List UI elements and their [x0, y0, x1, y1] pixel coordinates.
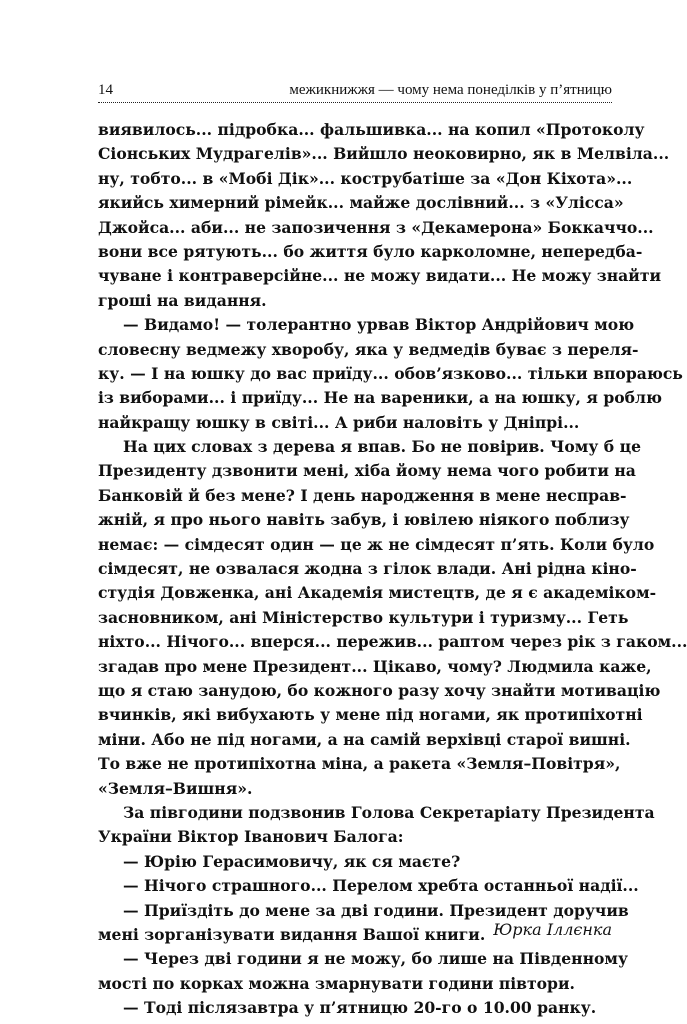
body-text [98, 118, 687, 1020]
text-line: вчинків, які вибухають у мене під ногами, як протипіхотні [98, 705, 643, 725]
running-title: межикнижжя — чому нема понеділків у п’ятницю [289, 82, 612, 98]
text-line: немає: — сімдесят один — це ж не сімдесят п’ять. Коли було [98, 534, 655, 554]
text-line: Джойса... аби... не запозичення з «Декамерона» Боккаччо... [98, 217, 654, 237]
text-line: ку. — І на юшку до вас приїду... обов’язково... тільки впораюсь [98, 363, 683, 383]
text-line: чуване і контраверсійне... не можу видати... Не можу знайти [98, 266, 662, 286]
text-line: міни. Або не під ногами, а на самій верхівці старої вишні. [98, 729, 631, 749]
text-line: То вже не протипіхотна міна, а ракета «Земля–Повітря», [98, 754, 621, 774]
text-line: На цих словах з дерева я впав. Бо не повірив. Чому б це [123, 437, 642, 457]
page-header [98, 80, 612, 103]
author-signature: Юрка Іллєнка [493, 920, 612, 939]
text-line: України Віктор Іванович Балога: [98, 827, 404, 847]
text-line: За півгодини подзвонив Голова Секретаріату Президента [123, 802, 655, 822]
page-number: 14 [98, 82, 113, 98]
text-line: — Юрію Герасимовичу, як ся маєте? [123, 851, 461, 871]
text-line: словесну ведмежу хворобу, яка у ведмедів буває з переля- [98, 339, 639, 359]
text-line: ну, тобто... в «Мобі Дік»... кострубатіше за «Дон Кіхота»... [98, 168, 633, 188]
text-line: засновником, ані Міністерство культури і туризму... Геть [98, 607, 629, 627]
text-line: вони все рятують... бо життя було карколомне, непередба- [98, 241, 643, 261]
text-line: — Нічого страшного... Перелом хребта останньої надії... [123, 876, 639, 896]
text-line: із виборами... і приїду... Не на вареники, а на юшку, я роблю [98, 388, 663, 408]
text-line: жній, я про нього навіть забув, і ювілею ніякого поблизу [98, 510, 630, 530]
text-line: — Видамо! — толерантно урвав Віктор Андрійович мою [123, 315, 635, 335]
text-line: мені зорганізувати видання Вашої книги. [98, 924, 486, 944]
text-line: згадав про мене Президент... Цікаво, чому? Людмила каже, [98, 656, 652, 676]
text-line: мості по корках можна змарнувати години півтори. [98, 973, 575, 993]
text-line: виявилось... підробка... фальшивка... на копил «Протоколу [98, 120, 645, 139]
text-line: «Земля–Вишня». [98, 778, 253, 798]
text-line: студія Довженка, ані Академія мистецтв, де я є академіком- [98, 583, 657, 603]
text-line: якийсь химерний рімейк... майже дослівний... з «Улісса» [98, 193, 624, 213]
text-line: Президенту дзвонити мені, хіба йому нема чого робити на [98, 461, 636, 481]
text-line: — Приїздіть до мене за дві години. Президент доручив [123, 900, 629, 920]
text-line: — Через дві години я не можу, бо лише на Південному [123, 949, 628, 969]
text-line: ніхто... Нічого... вперся... пережив... раптом через рік з гаком... [98, 632, 687, 652]
text-line: Банковій й без мене? І день народження в мене несправ- [98, 485, 627, 505]
text-line: сімдесят, не озвалася жодна з гілок влади. Ані рідна кіно- [98, 559, 637, 579]
text-line: що я стаю занудою, бо кожного разу хочу знайти мотивацію [98, 680, 661, 700]
text-line: найкращу юшку в світі... А риби наловіть у Дніпрі... [98, 412, 580, 432]
text-line: гроші на видання. [98, 290, 267, 310]
text-line: — Тоді післязавтра у п’ятницю 20-го о 10.00 ранку. [123, 998, 597, 1018]
text-line: Сіонських Мудрагелів»... Вийшло неоковирно, як в Мелвіла... [98, 144, 670, 164]
